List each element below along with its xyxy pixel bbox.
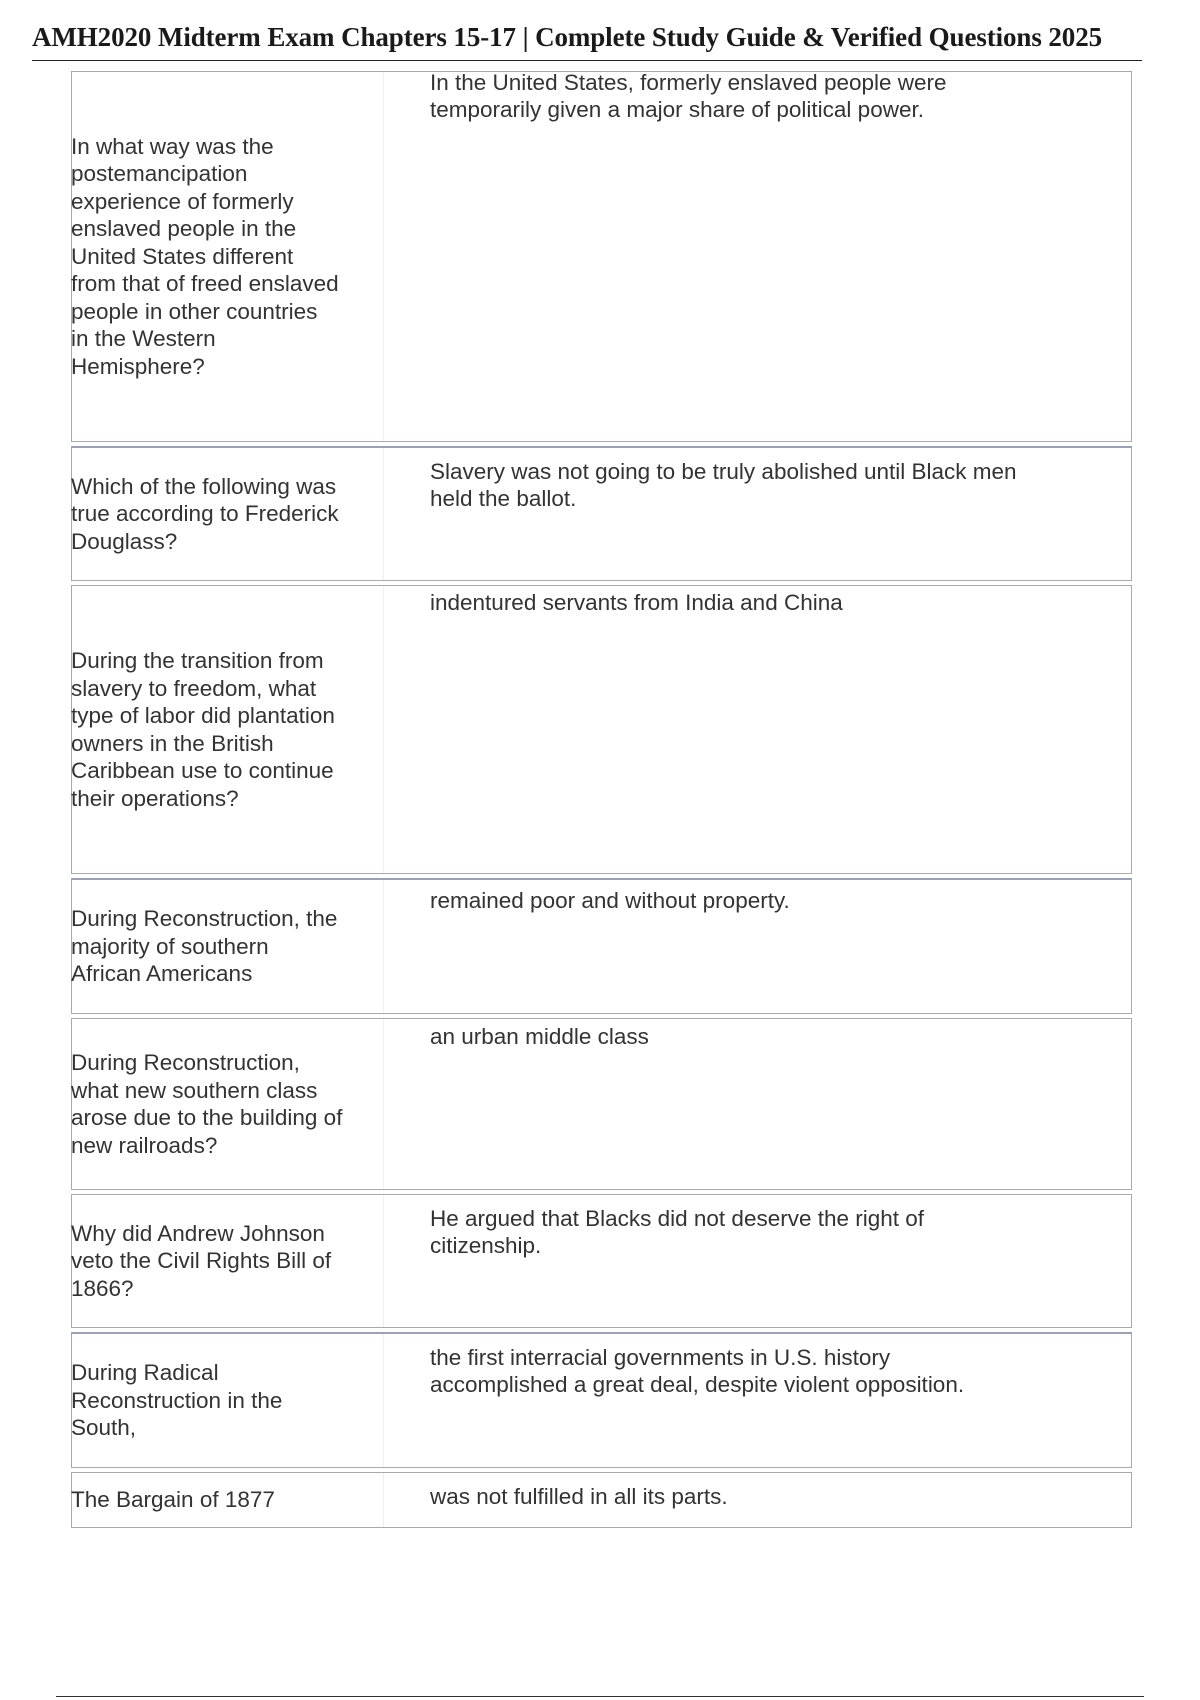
question-cell xyxy=(72,1195,384,1327)
answer-text: Slavery was not going to be truly abolished until Black men held the ballot. xyxy=(430,459,1017,511)
answer-cell xyxy=(384,448,1131,580)
question-text: During the transition from slavery to freedom, what type of labor did plantation owners in the British Caribbean use to continue their operations? xyxy=(71,648,335,811)
table-row xyxy=(71,1472,1132,1528)
table-row xyxy=(71,446,1132,581)
question-cell xyxy=(72,1473,384,1527)
answer-cell xyxy=(384,1195,1131,1327)
question-text: During Reconstruction, the majority of southern African Americans xyxy=(71,906,338,987)
answer-text: He argued that Blacks did not deserve the right of citizenship. xyxy=(430,1206,925,1258)
answer-text: indentured servants from India and China xyxy=(430,590,843,615)
question-cell xyxy=(72,586,384,873)
title-underline xyxy=(32,60,1142,61)
table-row xyxy=(71,71,1132,442)
question-cell xyxy=(72,448,384,580)
footer-divider xyxy=(56,1696,1144,1697)
qa-table xyxy=(71,71,1132,1532)
question-text: During Radical Reconstruction in the South, xyxy=(71,1360,283,1441)
table-row xyxy=(71,1194,1132,1328)
answer-text: was not fulfilled in all its parts. xyxy=(430,1484,728,1509)
question-cell xyxy=(72,1019,384,1189)
table-row xyxy=(71,585,1132,874)
table-row xyxy=(71,1018,1132,1190)
table-row xyxy=(71,1332,1132,1468)
answer-cell xyxy=(384,1473,1131,1527)
answer-cell xyxy=(384,586,1131,873)
answer-text: an urban middle class xyxy=(430,1024,649,1049)
answer-cell xyxy=(384,72,1131,441)
question-text: Which of the following was true according to Frederick Douglass? xyxy=(71,473,339,554)
table-row xyxy=(71,878,1132,1014)
answer-text: the first interracial governments in U.S. history accomplished a great deal, despite violent opposition. xyxy=(430,1345,965,1397)
document-title: AMH2020 Midterm Exam Chapters 15-17 | Complete Study Guide & Verified Questions 2025 xyxy=(32,22,1103,52)
question-text: Why did Andrew Johnson veto the Civil Rights Bill of 1866? xyxy=(71,1220,332,1301)
answer-cell xyxy=(384,880,1131,1013)
question-text: The Bargain of 1877 xyxy=(71,1487,275,1513)
question-text: In what way was the postemancipation experience of formerly enslaved people in the United States different from that of freed enslaved people in other countries in the Western Hemisphere? xyxy=(71,133,339,379)
answer-cell xyxy=(384,1019,1131,1189)
answer-text: remained poor and without property. xyxy=(430,888,790,913)
question-cell xyxy=(72,72,384,441)
answer-cell xyxy=(384,1334,1131,1467)
answer-text: In the United States, formerly enslaved people were temporarily given a major share of political power. xyxy=(430,70,947,122)
question-cell xyxy=(72,1334,384,1467)
question-text: During Reconstruction, what new southern class arose due to the building of new railroads? xyxy=(71,1050,343,1158)
question-cell xyxy=(72,880,384,1013)
